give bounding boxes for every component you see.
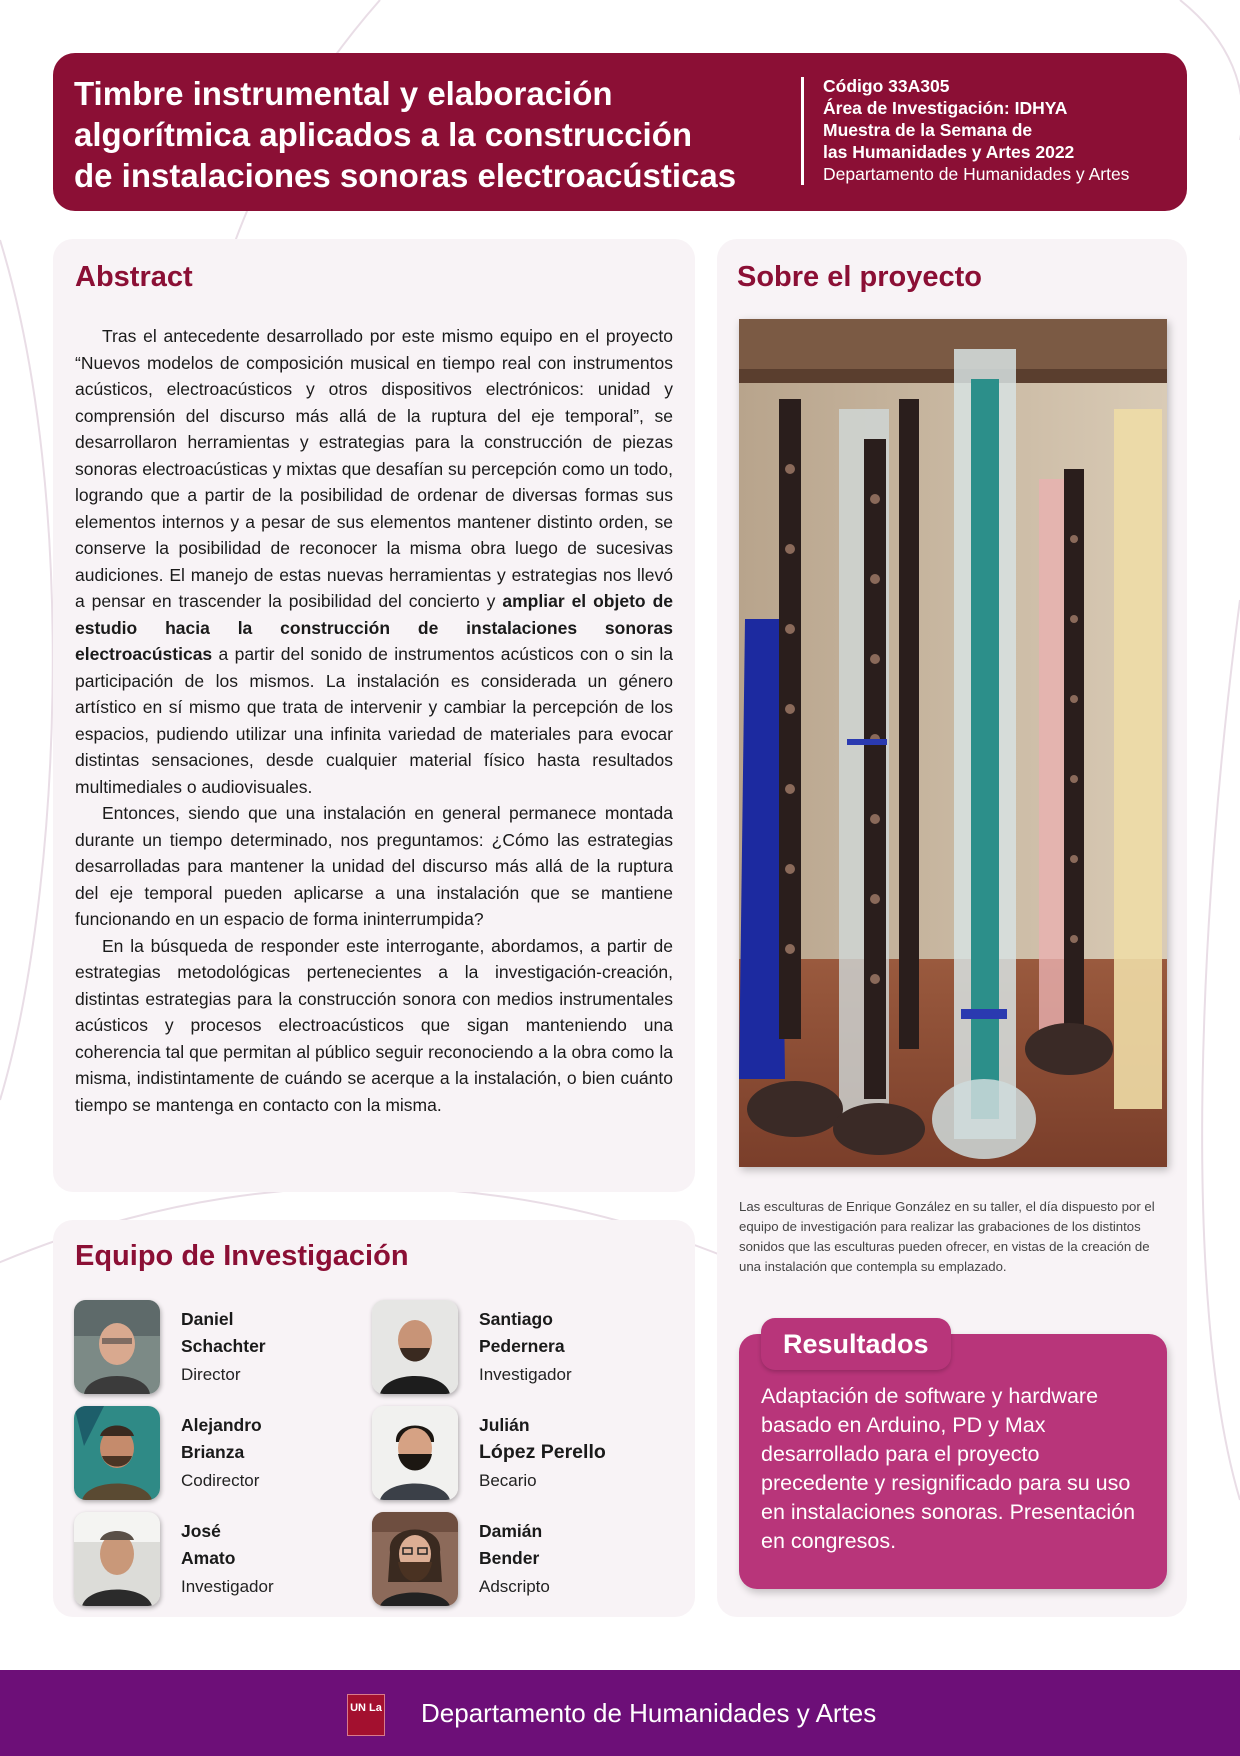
avatar: [74, 1300, 160, 1394]
member-first-name: Daniel: [181, 1309, 234, 1329]
member-last-name: Pedernera: [479, 1336, 565, 1356]
poster-header: [53, 53, 1187, 211]
member-role: Codirector: [181, 1471, 260, 1490]
abstract-p1-end: a partir del sonido de instrumentos acústicos con o sin la participación de los mismos. La instalación es considerada un género artístico en sí mismo que trata de intervenir y cambiar la percepción de los espacios, pudiendo utilizar una infinita variedad de materiales para evocar distintas sensaciones, desde cualquier material físico hasta resultados multimediales o audiovisuales.: [75, 644, 673, 797]
title-line-1: Timbre instrumental y elaboración: [74, 75, 613, 112]
project-panel: [717, 239, 1187, 1617]
team-member: [74, 1512, 364, 1608]
member-last-name: Bender: [479, 1548, 540, 1568]
unla-logo-icon: [347, 1694, 385, 1736]
results-text: Adaptación de software y hardware basado en Arduino, PD y Max desarrollado para el proyecto precedente y resignificado para su uso en instalaciones sonoras. Presentación en congresos.: [761, 1384, 1136, 1553]
abstract-p1-highlight: ampliar el objeto de estudio hacia la construcción de instalaciones sonoras electroacústicas: [75, 591, 673, 664]
project-code: Código 33A305: [823, 76, 950, 96]
project-title: Sobre el proyecto: [737, 261, 982, 293]
sculptures-photo: [739, 319, 1167, 1167]
team-member: [372, 1512, 662, 1608]
member-first-name: José: [181, 1521, 221, 1541]
member-name: [479, 1412, 606, 1466]
member-first-name: Santiago: [479, 1309, 553, 1329]
abstract-panel: [53, 239, 695, 1192]
results-box: [739, 1329, 1167, 1589]
member-last-name: López Perello: [479, 1441, 606, 1463]
member-first-name: Julián: [479, 1415, 530, 1435]
member-last-name: Amato: [181, 1548, 236, 1568]
member-role: Investigador: [479, 1365, 572, 1384]
abstract-paragraph-1: [75, 323, 673, 800]
abstract-paragraph-2: Entonces, siendo que una instalación en general permanece montada durante un tiempo determinado, nos preguntamos: ¿Cómo las estrategias desarrolladas para mantener la unidad del discurso más allá de la ruptura del eje temporal pueden aplicarse a una instalación que se mantiene funcionando en un espacio de forma ininterrumpida?: [75, 803, 673, 929]
member-last-name: Schachter: [181, 1336, 266, 1356]
avatar: [372, 1512, 458, 1606]
header-meta: [823, 75, 1129, 185]
research-area: Área de Investigación: IDHYA: [823, 98, 1068, 118]
team-title: Equipo de Investigación: [75, 1240, 409, 1272]
member-name: [181, 1306, 266, 1360]
abstract-p1-start: Tras el antecedente desarrollado por este mismo equipo en el proyecto “Nuevos modelos de composición musical en tiempo real con instrumentos acústicos, electroacústicos y otros dispositivos electrónicos: unidad y comprensión del discurso más allá de la ruptura del eje temporal”, se desarrollaron herramientas y estrategias para la construcción de piezas sonoras electroacústicas y mixtas que desafían su percepción como un todo, logrando que a partir de la posibilidad de ordenar de diversas formas sus elementos internos y a pesar de sus elementos mantener distinto orden, se conserve la posibilidad de reconocer la misma obra luego de sucesivas audiciones. El manejo de estas nuevas herramientas y estrategias nos llevó a pensar en trascender la posibilidad del concierto y: [75, 326, 673, 611]
event-line-2: las Humanidades y Artes 2022: [823, 142, 1075, 162]
team-member: [74, 1300, 364, 1396]
abstract-paragraph-3: En la búsqueda de responder este interrogante, abordamos, a partir de estrategias metodológicas pertenecientes a la investigación-creación, distintas estrategias para la construcción sonora con medios instrumentales acústicos y procesos electroacústicos que sigan manteniendo una coherencia tal que permitan al público seguir reconociendo a la obra como la misma, indistintamente de cuándo se acerque a la instalación, o bien cuánto tiempo se mantenga en contacto con la misma.: [75, 935, 673, 1115]
footer: [0, 1670, 1240, 1756]
member-name: [181, 1412, 262, 1466]
results-title: Resultados: [761, 1318, 951, 1370]
footer-department: Departamento de Humanidades y Artes: [421, 1698, 877, 1728]
avatar: [74, 1406, 160, 1500]
title-line-3: de instalaciones sonoras electroacústicas: [74, 157, 737, 194]
member-role: Becario: [479, 1471, 537, 1490]
member-last-name: Brianza: [181, 1442, 245, 1462]
logo-text: UN La: [350, 1702, 382, 1714]
avatar: [74, 1512, 160, 1606]
title-line-2: algorítmica aplicados a la construcción: [74, 116, 693, 153]
event-line-1: Muestra de la Semana de: [823, 120, 1033, 140]
photo-caption: Las esculturas de Enrique González en su taller, el día dispuesto por el equipo de investigación para realizar las grabaciones de los distintos sonidos que las esculturas pueden ofrecer, en vistas de la creación de una instalación que contempla su emplazado.: [739, 1199, 1155, 1274]
member-role: Director: [181, 1365, 241, 1384]
member-name: [479, 1518, 542, 1572]
member-first-name: Damián: [479, 1521, 543, 1541]
member-role: Investigador: [181, 1577, 274, 1596]
avatar: [372, 1406, 458, 1500]
member-name: [181, 1518, 235, 1572]
avatar: [372, 1300, 458, 1394]
member-first-name: Alejandro: [181, 1415, 262, 1435]
poster-title: [74, 73, 764, 196]
abstract-title: Abstract: [75, 261, 193, 293]
member-name: [479, 1306, 565, 1360]
team-panel: [53, 1220, 695, 1617]
abstract-body: [75, 323, 673, 1118]
member-role: Adscripto: [479, 1577, 550, 1596]
header-divider: [801, 77, 804, 185]
team-member: [372, 1300, 662, 1396]
team-member: [372, 1406, 662, 1502]
team-member: [74, 1406, 364, 1502]
header-department: Departamento de Humanidades y Artes: [823, 164, 1130, 184]
